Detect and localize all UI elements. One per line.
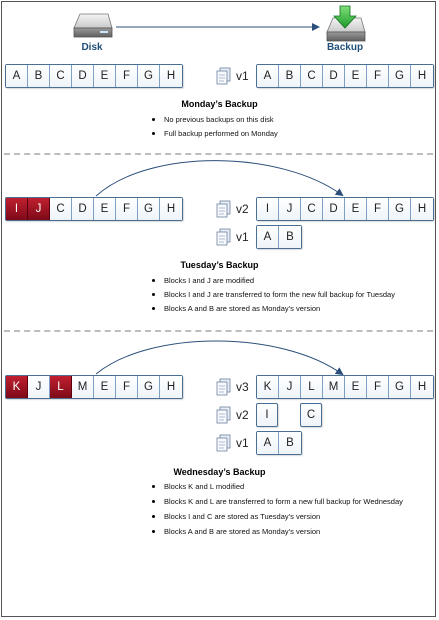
- block: J: [28, 376, 50, 398]
- block: H: [160, 198, 182, 220]
- backup-icon: [322, 4, 368, 44]
- list-item: Blocks I and J are modified: [150, 276, 395, 290]
- tuesday-bullets: [150, 276, 395, 318]
- version-label-v1: v1: [236, 436, 249, 450]
- block: F: [367, 376, 389, 398]
- version-document-icon: [216, 406, 232, 424]
- block: G: [138, 198, 160, 220]
- modified-block: J: [28, 198, 50, 220]
- block: K: [257, 376, 279, 398]
- block: G: [138, 65, 160, 87]
- modified-block: L: [50, 376, 72, 398]
- block: D: [323, 198, 345, 220]
- backup-label: Backup: [326, 42, 364, 53]
- version-document-icon: [216, 378, 232, 396]
- list-item: Blocks K and L are transferred to form a new full backup for Wednesday: [150, 497, 403, 512]
- block: M: [323, 376, 345, 398]
- block: E: [94, 65, 116, 87]
- block: B: [279, 65, 301, 87]
- monday-v1-blocks: [256, 64, 434, 88]
- block: C: [301, 198, 323, 220]
- monday-title: Monday’s Backup: [181, 99, 258, 109]
- list-item: Blocks I and C are stored as Tuesday’s version: [150, 512, 403, 527]
- block: E: [345, 65, 367, 87]
- block: G: [389, 198, 411, 220]
- tuesday-v2-blocks: [256, 197, 434, 221]
- block: E: [94, 198, 116, 220]
- monday-disk-blocks: [5, 64, 183, 88]
- tuesday-disk-blocks: [5, 197, 183, 221]
- block: D: [72, 65, 94, 87]
- version-document-icon: [216, 228, 232, 246]
- block: H: [160, 65, 182, 87]
- block: F: [116, 65, 138, 87]
- version-label-v2: v2: [236, 408, 249, 422]
- disk-label: Disk: [81, 42, 103, 53]
- block: E: [345, 376, 367, 398]
- block: H: [411, 376, 433, 398]
- block: I: [256, 403, 278, 427]
- block: G: [389, 65, 411, 87]
- version-document-icon: [216, 434, 232, 452]
- list-item: No previous backups on this disk: [150, 115, 278, 129]
- block: E: [94, 376, 116, 398]
- block: D: [323, 65, 345, 87]
- wednesday-v3-blocks: [256, 375, 434, 399]
- disk-icon: [70, 10, 114, 42]
- version-label-v1: v1: [236, 69, 249, 83]
- block: A: [257, 432, 279, 454]
- block: G: [138, 376, 160, 398]
- block: F: [116, 198, 138, 220]
- tuesday-v1-blocks: [256, 225, 302, 249]
- section-divider: [4, 153, 433, 155]
- list-item: Blocks A and B are stored as Monday’s version: [150, 304, 395, 318]
- list-item: Blocks I and J are transferred to form the new full backup for Tuesday: [150, 290, 395, 304]
- section-divider: [4, 330, 433, 332]
- wednesday-disk-blocks: [5, 375, 183, 399]
- block: B: [28, 65, 50, 87]
- block: I: [257, 198, 279, 220]
- block: C: [50, 198, 72, 220]
- block: H: [411, 65, 433, 87]
- tuesday-title: Tuesday’s Backup: [180, 260, 259, 270]
- block: E: [345, 198, 367, 220]
- block: F: [116, 376, 138, 398]
- block: A: [6, 65, 28, 87]
- block: H: [160, 376, 182, 398]
- wednesday-v1-blocks: [256, 431, 302, 455]
- wednesday-bullets: [150, 482, 403, 542]
- block: A: [257, 226, 279, 248]
- block: F: [367, 198, 389, 220]
- block: C: [300, 403, 322, 427]
- block: J: [279, 376, 301, 398]
- version-document-icon: [216, 67, 232, 85]
- block: D: [72, 198, 94, 220]
- modified-block: K: [6, 376, 28, 398]
- block: C: [50, 65, 72, 87]
- block: M: [72, 376, 94, 398]
- block: B: [279, 226, 301, 248]
- version-label-v2: v2: [236, 202, 249, 216]
- list-item: Blocks K and L modified: [150, 482, 403, 497]
- version-label-v3: v3: [236, 380, 249, 394]
- monday-bullets: [150, 115, 278, 143]
- version-document-icon: [216, 200, 232, 218]
- block: G: [389, 376, 411, 398]
- block: B: [279, 432, 301, 454]
- list-item: Full backup performed on Monday: [150, 129, 278, 143]
- version-label-v1: v1: [236, 230, 249, 244]
- block: C: [301, 65, 323, 87]
- modified-block: I: [6, 198, 28, 220]
- wednesday-title: Wednesday’s Backup: [173, 467, 266, 477]
- list-item: Blocks A and B are stored as Monday’s version: [150, 527, 403, 542]
- block: L: [301, 376, 323, 398]
- block: F: [367, 65, 389, 87]
- block: H: [411, 198, 433, 220]
- block: J: [279, 198, 301, 220]
- block: A: [257, 65, 279, 87]
